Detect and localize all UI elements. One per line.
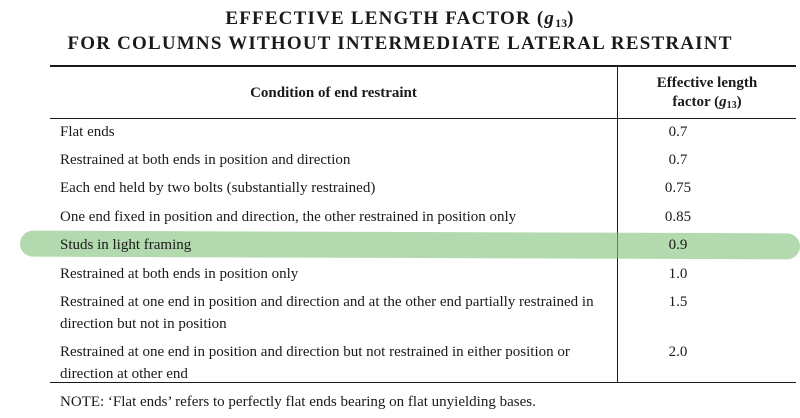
row-factor: 0.7 bbox=[668, 152, 688, 168]
row-condition: Restrained at both ends in position only bbox=[60, 266, 299, 282]
title-suffix: ) bbox=[567, 8, 575, 29]
header-factor-line-2 bbox=[618, 93, 796, 115]
header-factor-subscript: 13 bbox=[726, 100, 737, 111]
row-condition-highlighted: Studs in light framing bbox=[60, 237, 192, 253]
row-condition: One end fixed in position and direction, the other restrained in position only bbox=[60, 209, 517, 225]
row-factor: 2.0 bbox=[668, 344, 688, 360]
title-subscript: 13 bbox=[555, 16, 568, 30]
table-header-rule bbox=[50, 118, 796, 119]
row-factor: 1.5 bbox=[668, 294, 688, 310]
row-factor: 1.0 bbox=[668, 266, 688, 282]
header-factor bbox=[618, 74, 796, 115]
title-prefix: EFFECTIVE LENGTH FACTOR ( bbox=[225, 8, 545, 29]
header-factor-prefix: factor ( bbox=[672, 94, 720, 110]
table-title-line-1 bbox=[0, 7, 800, 35]
row-factor-highlighted: 0.9 bbox=[668, 237, 688, 253]
row-condition: Restrained at both ends in position and direction bbox=[60, 152, 351, 168]
table-top-rule bbox=[50, 65, 796, 67]
title-symbol: g bbox=[544, 8, 556, 29]
row-condition: Flat ends bbox=[60, 124, 115, 140]
row-condition: Restrained at one end in position and direction but not restrained in either position or direction at other end bbox=[60, 344, 570, 382]
row-condition: Restrained at one end in position and direction and at the other end partially restrained in direction but not in position bbox=[60, 294, 594, 332]
table-title-line-2: FOR COLUMNS WITHOUT INTERMEDIATE LATERAL RESTRAINT bbox=[67, 33, 733, 54]
table-note: NOTE: ‘Flat ends’ refers to perfectly flat ends bearing on flat unyielding bases. bbox=[60, 394, 536, 410]
header-factor-suffix: ) bbox=[736, 94, 742, 110]
row-factor: 0.7 bbox=[668, 124, 688, 140]
row-factor: 0.75 bbox=[664, 180, 692, 196]
row-condition: Each end held by two bolts (substantially restrained) bbox=[60, 180, 376, 196]
header-factor-line-1: Effective length bbox=[656, 75, 758, 91]
header-factor-symbol: g bbox=[719, 94, 727, 110]
header-condition: Condition of end restraint bbox=[250, 85, 417, 101]
row-factor: 0.85 bbox=[664, 209, 692, 225]
